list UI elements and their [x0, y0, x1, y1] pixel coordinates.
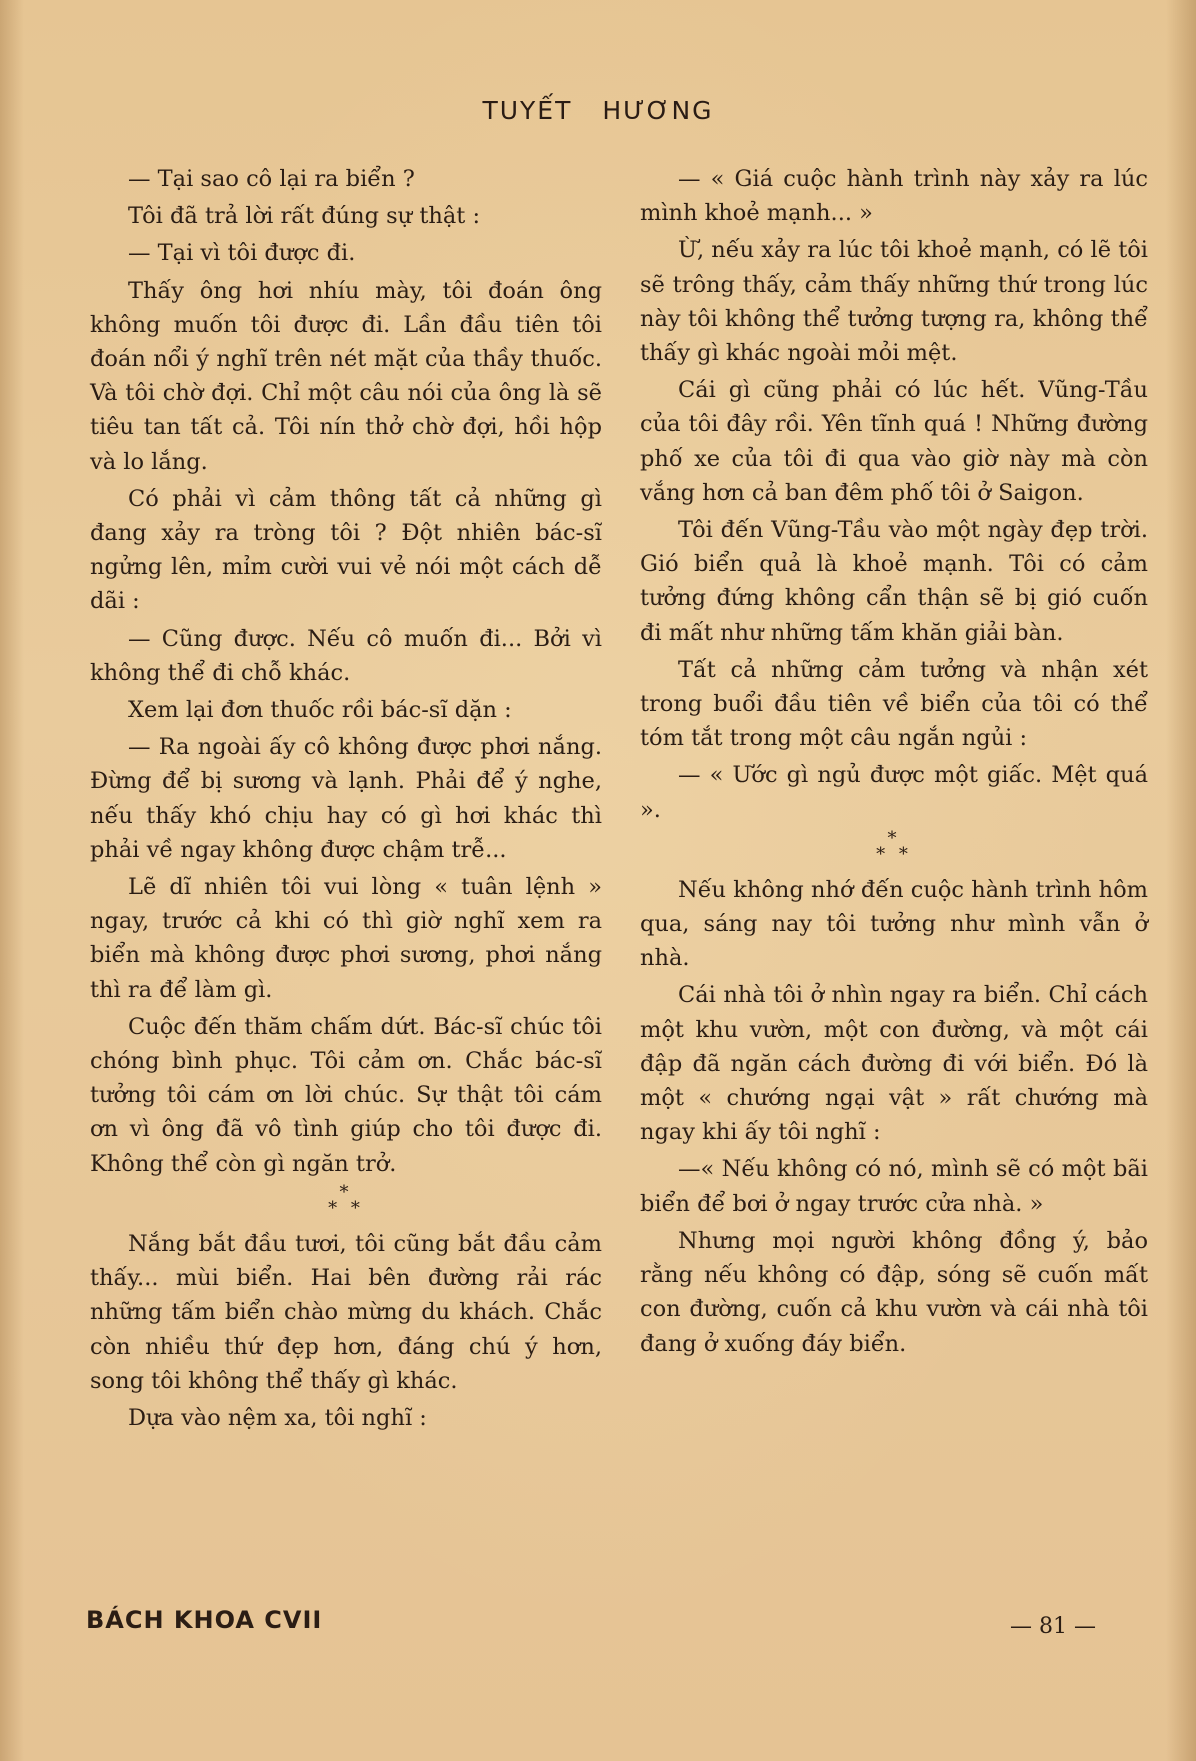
divider-star-bottom: * *: [328, 1197, 364, 1219]
paragraph: Tôi đến Vũng-Tầu vào một ngày đẹp trời. Gió biển quả là khoẻ mạnh. Tôi có cảm tưởng đứng không cẩn thận sẽ bị gió cuốn đi mất như những tấm khăn giải bàn.: [640, 517, 1148, 646]
paragraph: Cái nhà tôi ở nhìn ngay ra biển. Chỉ cách một khu vườn, một con đường, và một cái đập đã ngăn cách đường đi với biển. Đó là một « chướng ngại vật » rất chướng mà ngay khi ấy tôi nghĩ :: [640, 982, 1148, 1146]
paragraph: Nhưng mọi người không đồng ý, bảo rằng nếu không có đập, sóng sẽ cuốn mất con đường, cuốn cả khu vườn và cái nhà tôi đang ở xuống đáy biển.: [640, 1227, 1148, 1357]
running-header: [0, 96, 1196, 125]
publication-footer: BÁCH KHOA CVII: [86, 1606, 323, 1634]
paragraph: Nắng bắt đầu tươi, tôi cũng bắt đầu cảm thấy... mùi biển. Hai bên đường rải rác những tấm biển chào mừng du khách. Chắc còn nhiều thứ đẹp hơn, đáng chú ý hơn, song tôi không thể thấy gì khác.: [90, 1230, 602, 1394]
author-name-first: TUYẾT: [482, 96, 573, 125]
paragraph: Dựa vào nệm xa, tôi nghĩ :: [128, 1404, 427, 1431]
paragraph: — Tại vì tôi được đi.: [128, 240, 356, 267]
paragraph: Lẽ dĩ nhiên tôi vui lòng « tuân lệnh » ngay, trước cả khi có thì giờ nghĩ xem ra biển mà không được phơi sương, phơi nắng thì ra để làm gì.: [90, 874, 602, 1003]
page-edge-shadow-left: [0, 0, 24, 1761]
section-divider: [640, 827, 1148, 865]
page-number: — 81 —: [1010, 1614, 1096, 1639]
left-column: [90, 162, 602, 1438]
paragraph: Tôi đã trả lời rất đúng sự thật :: [128, 203, 481, 230]
paragraph: — Tại sao cô lại ra biển ?: [128, 166, 415, 192]
paragraph: Cái gì cũng phải có lúc hết. Vũng-Tầu của tôi đây rồi. Yên tĩnh quá ! Những đường phố xe của tôi đi qua vào giờ này mà còn vắng hơn cả ban đêm phố tôi ở Saigon.: [640, 377, 1148, 506]
page-edge-shadow-right: [1166, 0, 1196, 1761]
paragraph: Tất cả những cảm tưởng và nhận xét trong buổi đầu tiên về biển của tôi có thể tóm tắt trong một câu ngắn ngủi :: [640, 656, 1148, 752]
paragraph: Thấy ông hơi nhíu mày, tôi đoán ông không muốn tôi được đi. Lần đầu tiên tôi đoán nổi ý nghĩ trên nét mặt của thầy thuốc. Và tôi chờ đợi. Chỉ một câu nói của ông là sẽ tiêu tan tất cả. Tôi nín thở chờ đợi, hồi hộp và lo lắng.: [90, 277, 602, 475]
paragraph: Cuộc đến thăm chấm dứt. Bác-sĩ chúc tôi chóng bình phục. Tôi cảm ơn. Chắc bác-sĩ tưởng tôi cám ơn lời chúc. Sự thật tôi cám ơn vì ông đã vô tình giúp cho tôi được đi. Không thể còn gì ngăn trở.: [90, 1013, 602, 1177]
paragraph: — Ra ngoài ấy cô không được phơi nắng. Đừng để bị sương và lạnh. Phải để ý nghe, nếu thấy khó chịu hay có gì hơi khác thì phải về ngay không được chậm trễ...: [90, 734, 602, 863]
paragraph: Xem lại đơn thuốc rồi bác-sĩ dặn :: [128, 697, 512, 724]
paragraph: —« Nếu không có nó, mình sẽ có một bãi biển để bơi ở ngay trước cửa nhà. »: [640, 1156, 1148, 1217]
paragraph: Có phải vì cảm thông tất cả những gì đang xảy ra tròng tôi ? Đột nhiên bác-sĩ ngửng lên, mỉm cười vui vẻ nói một cách dễ dãi :: [90, 485, 602, 615]
paragraph: — « Giá cuộc hành trình này xảy ra lúc mình khoẻ mạnh... »: [640, 166, 1148, 227]
author-name-last: HƯƠNG: [602, 96, 714, 125]
right-column: [640, 162, 1148, 1364]
paragraph: Nếu không nhớ đến cuộc hành trình hôm qua, sáng nay tôi tưởng như mình vẫn ở nhà.: [640, 876, 1148, 972]
paragraph: Ừ, nếu xảy ra lúc tôi khoẻ mạnh, có lẽ tôi sẽ trông thấy, cảm thấy những thứ trong lúc này tôi không thể tưởng tượng ra, không thể thấy gì khác ngoài mỏi mệt.: [640, 237, 1148, 367]
paragraph: — Cũng được. Nếu cô muốn đi... Bởi vì không thể đi chỗ khác.: [90, 625, 602, 686]
divider-star-top: *: [887, 827, 901, 849]
divider-star-top: *: [339, 1181, 353, 1203]
paragraph: — « Ước gì ngủ được một giấc. Mệt quá ».: [640, 762, 1148, 823]
section-divider: [90, 1181, 602, 1219]
divider-star-bottom: * *: [876, 843, 912, 865]
